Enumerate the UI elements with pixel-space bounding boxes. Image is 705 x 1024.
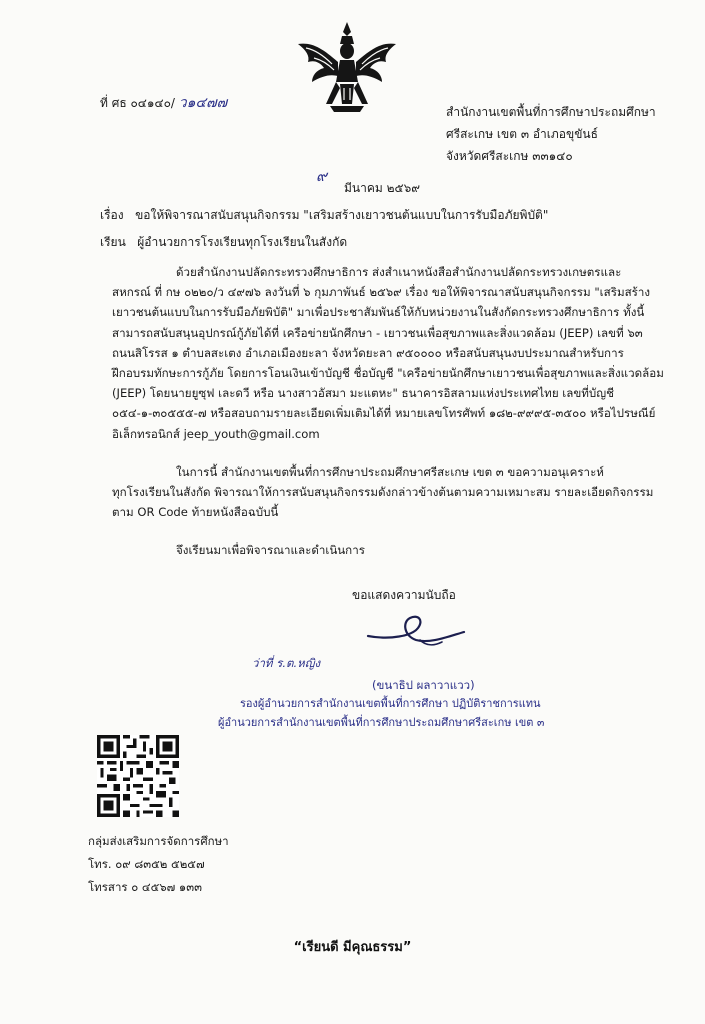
paragraph-1-line: ฝึกอบรมทักษะการกู้ภัย โดยการโอนเงินเข้าบัญชี ชื่อบัญชี "เครือข่ายนักศึกษาเยาวชนเพื่อสุขภาพและสิ่งแวดล้อม (112, 366, 664, 381)
subject-label: เรื่อง (100, 208, 124, 222)
paragraph-2 (112, 462, 652, 523)
paragraph-2-line: ตาม OR Code ท้ายหนังสือฉบับนี้ (112, 505, 279, 520)
paragraph-1-line: ๐๕๔-๑-๓๐๕๕๕-๗ หรือสอบถามรายละเอียดเพิ่มเติมได้ที่ หมายเลขโทรศัพท์ ๑๘๒-๙๙๙๕-๓๕๐๐ หรือไปรษณีย์ (112, 406, 656, 421)
paragraph-2-line: ในการนี้ สำนักงานเขตพื้นที่การศึกษาประถมศึกษาศรีสะเกษ เขต ๓ ขอความอนุเคราะห์ (176, 465, 604, 479)
reference-number (100, 95, 227, 111)
paragraph-2-line: ทุกโรงเรียนในสังกัด พิจารณาให้การสนับสนุนกิจกรรมดังกล่าวข้างต้นตามความเหมาะสม รายละเอียดกิจกรรม (112, 485, 654, 500)
paragraph-1-line: สามารถสนับสนุนอุปกรณ์กู้ภัยได้ที่ เครือข่ายนักศึกษา - เยาวชนเพื่อสุขภาพและสิ่งแวดล้อม (JEEP) เลขที่ ๖๓ (112, 325, 643, 340)
recipient-label: เรียน (100, 235, 126, 249)
footer-telephone: โทร. ๐๙ ๘๓๕๒ ๕๒๕๗ (88, 857, 205, 871)
paragraph-1-line: เยาวชนต้นแบบในการรับมือภัยพิบัติ" มาเพื่อประชาสัมพันธ์ให้กับหน่วยงานในสังกัดกระทรวงศึกษาธิการ ทั้งนี้ (112, 305, 645, 320)
motto: “เรียนดี มีคุณธรรม” (293, 940, 412, 955)
office-line-3: จังหวัดศรีสะเกษ ๓๓๑๔๐ (446, 149, 573, 163)
date-month-year: มีนาคม ๒๕๖๙ (344, 181, 421, 195)
recipient-text: ผู้อำนวยการโรงเรียนทุกโรงเรียนในสังกัด (137, 235, 348, 249)
date-day: ๙ (316, 167, 327, 185)
paragraph-1-line: สหกรณ์ ที่ กษ ๐๒๒๐/ว ๔๙๗๖ ลงวันที่ ๖ กุมภาพันธ์ ๒๕๖๙ เรื่อง ขอให้พิจารณาสนับสนุนกิจกรรม "เสริมสร้าง (112, 285, 651, 300)
garuda-emblem-icon (292, 18, 402, 118)
subject-line (100, 207, 548, 223)
office-line-2: ศรีสะเกษ เขต ๓ อำเภอขุขันธ์ (446, 127, 598, 141)
footer-fax: โทรสาร ๐ ๔๕๖๗ ๑๓๓ (88, 880, 202, 894)
qr-code-icon[interactable] (97, 735, 179, 817)
office-line-1: สำนักงานเขตพื้นที่การศึกษาประถมศึกษา (446, 105, 656, 119)
paragraph-1-line: ด้วยสำนักงานปลัดกระทรวงศึกษาธิการ ส่งสำเนาหนังสือสำนักงานปลัดกระทรวงเกษตรและ (176, 265, 622, 279)
signatory-name: (ขนาธิป ผลาวาแวว) (372, 678, 475, 692)
reference-handwritten: ว๑๔๗๗ (178, 95, 228, 111)
paragraph-3-line: จึงเรียนมาเพื่อพิจารณาและดำเนินการ (176, 543, 365, 557)
paragraph-3 (112, 540, 652, 560)
signatory-position-1: รองผู้อำนวยการสำนักงานเขตพื้นที่การศึกษา ปฏิบัติราชการแทน (240, 697, 541, 710)
reference-prefix: ที่ ศธ ๐๔๑๔๐/ (100, 96, 179, 110)
closing-regards: ขอแสดงความนับถือ (352, 588, 456, 602)
recipient-line (100, 234, 347, 250)
paragraph-1-line: ถนนสิโรรส ๑ ตำบลสะเตง อำเภอเมืองยะลา จังหวัดยะลา ๙๕๐๐๐๐ หรือสนับสนุนงบประมาณสำหรับการ (112, 345, 624, 360)
footer-department: กลุ่มส่งเสริมการจัดการศึกษา (88, 834, 229, 848)
signature-icon (360, 606, 470, 656)
paragraph-1 (112, 262, 664, 444)
paragraph-1-line: อิเล็กทรอนิกส์ jeep_youth@gmail.com (112, 426, 320, 441)
subject-text: ขอให้พิจารณาสนับสนุนกิจกรรม "เสริมสร้างเยาวชนต้นแบบในการรับมือภัยพิบัติ" (135, 208, 549, 222)
signatory-position-2: ผู้อำนวยการสำนักงานเขตพื้นที่การศึกษาประถมศึกษาศรีสะเกษ เขต ๓ (218, 716, 545, 729)
acting-title: ว่าที่ ร.ต.หญิง (252, 656, 321, 670)
paragraph-1-line: (JEEP) โดยนายยูซุฟ เละดวี หรือ นางสาวอัสมา มะแตหะ" ธนาคารอิสลามแห่งประเทศไทย เลขที่บัญชี (112, 386, 615, 401)
